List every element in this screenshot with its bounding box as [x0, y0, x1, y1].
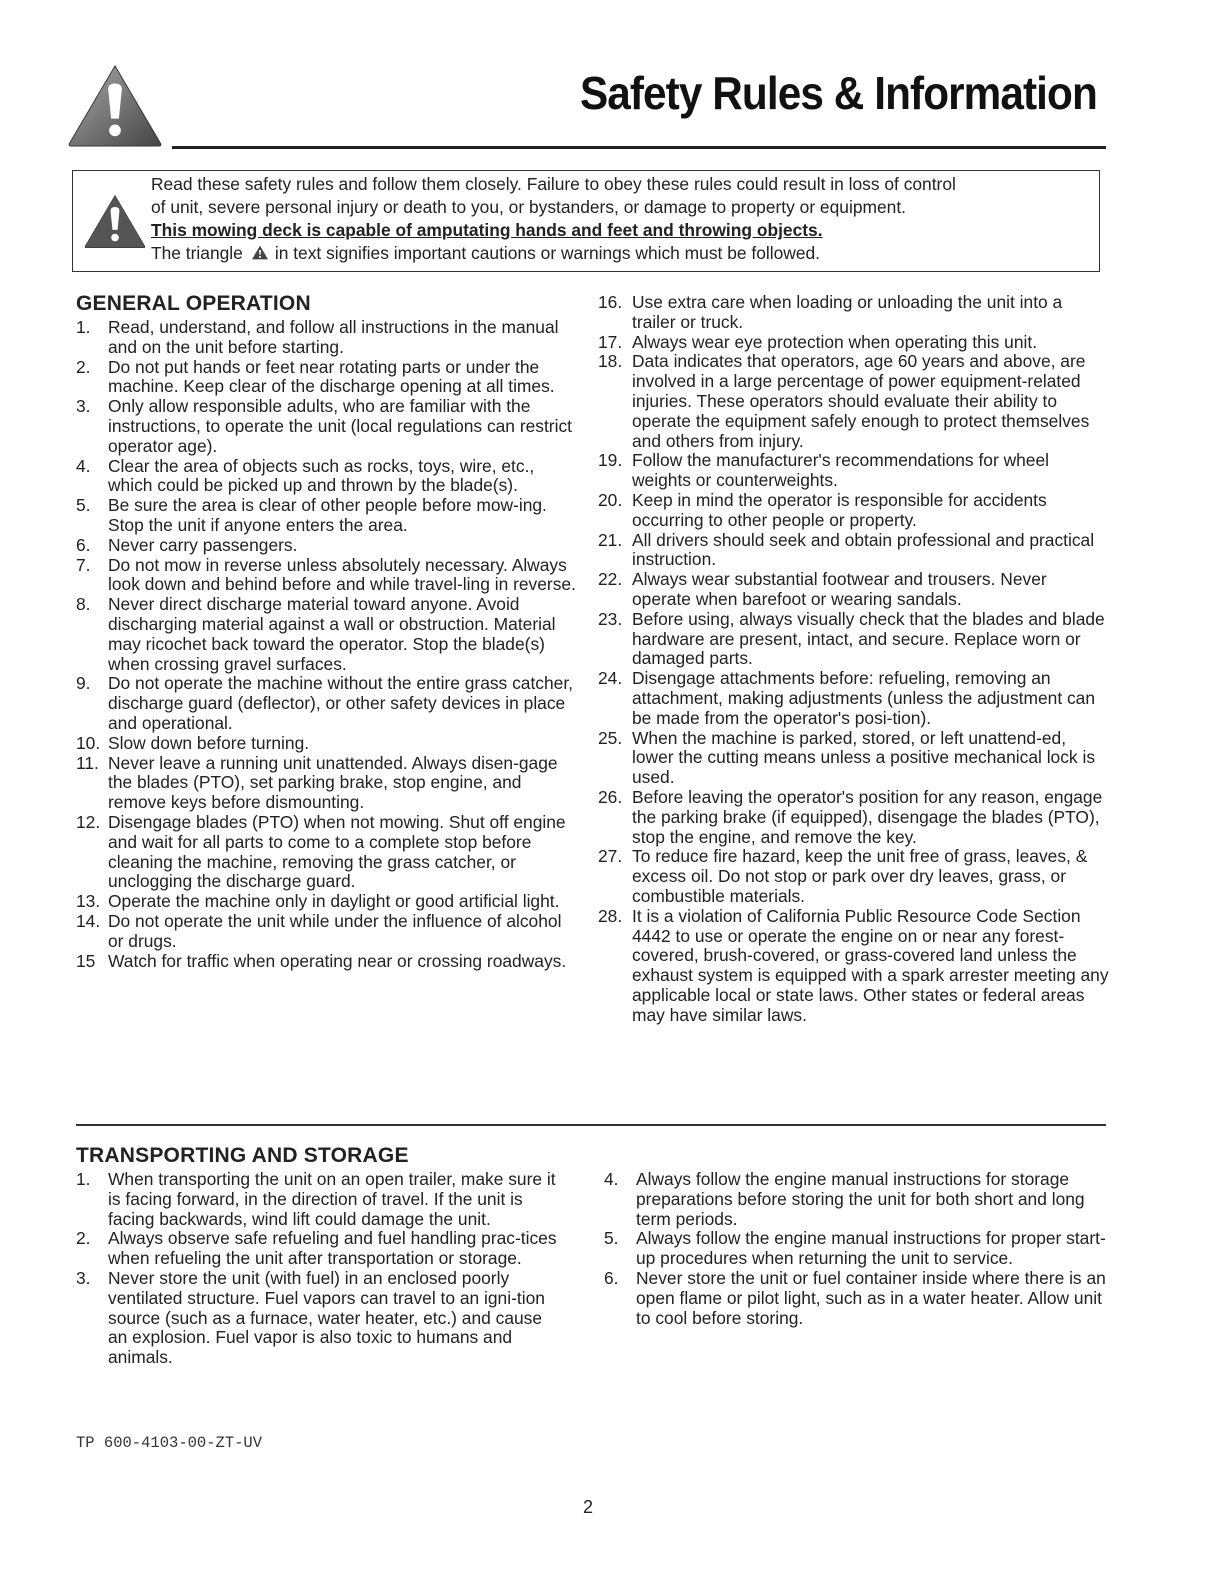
item-number: 19.	[598, 450, 623, 471]
item-number: 23.	[598, 608, 623, 629]
list-item	[598, 333, 1110, 353]
warning-triangle-icon	[251, 245, 269, 260]
page-title: Safety Rules & Information	[580, 67, 1097, 119]
list-item	[598, 847, 1110, 906]
item-text: Always follow the engine manual instructions for proper start-up procedures when returning the unit to service.	[636, 1228, 1106, 1269]
item-number: 18.	[598, 351, 623, 372]
list-item	[598, 451, 1110, 491]
item-number: 2.	[76, 1228, 91, 1249]
list-item	[76, 1229, 558, 1269]
item-number: 14.	[76, 910, 101, 931]
item-text: All drivers should seek and obtain professional and practical instruction.	[632, 529, 1095, 570]
item-text: Operate the machine only in daylight or good artificial light.	[108, 891, 560, 912]
item-text: Be sure the area is clear of other people before mow-ing. Stop the unit if anyone enters the area.	[108, 495, 547, 535]
item-text: Only allow responsible adults, who are familiar with the instructions, to operate the unit (local regulations can restrict operator age).	[108, 396, 572, 456]
item-number: 7.	[76, 554, 91, 575]
safety-warning-box	[72, 170, 1100, 272]
list-item	[604, 1269, 1108, 1328]
page-number: 2	[583, 1497, 594, 1517]
list-item	[598, 293, 1110, 333]
item-text: When the machine is parked, stored, or left unattend-ed, lower the cutting means unless a positive mechanical lock is used.	[632, 727, 1096, 788]
list-item	[598, 570, 1110, 610]
item-number: 16.	[598, 292, 623, 312]
item-number: 9.	[76, 673, 91, 694]
item-number: 21.	[598, 529, 623, 550]
item-text: Always wear eye protection when operating this unit.	[632, 331, 1038, 352]
item-text: Always wear substantial footwear and trousers. Never operate when barefoot or wearing sandals.	[632, 569, 1047, 609]
list-item	[76, 318, 576, 358]
item-text: Data indicates that operators, age 60 years and above, are involved in a large percentage of power equipment-related injuries. These operators should evaluate their ability to operate the equipment safely enough to protect themselves and others from injury.	[632, 351, 1090, 451]
item-number: 22.	[598, 569, 623, 590]
list-item	[598, 610, 1110, 669]
item-text: Never carry passengers.	[108, 534, 298, 555]
item-number: 10.	[76, 732, 101, 753]
item-text: When transporting the unit on an open trailer, make sure it is facing forward, in the direction of travel. If the unit is facing backwards, wind lift could damage the unit.	[108, 1169, 556, 1229]
list-item	[76, 358, 576, 398]
item-number: 26.	[598, 786, 623, 807]
item-number: 6.	[76, 534, 91, 555]
list-item	[76, 1269, 558, 1368]
item-number: 11.	[76, 752, 99, 773]
item-text: Never store the unit or fuel container inside where there is an open flame or pilot light, such as in a water heater. Allow unit to cool before storing.	[636, 1267, 1106, 1328]
item-text: Do not mow in reverse unless absolutely necessary. Always look down and behind before and while travel-ling in reverse.	[108, 554, 576, 595]
item-text: Do not put hands or feet near rotating parts or under the machine. Keep clear of the discharge opening at all times.	[108, 356, 555, 397]
item-text: Use extra care when loading or unloading the unit into a trailer or truck.	[632, 292, 1063, 332]
list-item	[76, 734, 576, 754]
list-item	[598, 729, 1110, 788]
item-text: Before using, always visually check that the blades and blade hardware are present, intact, and secure. Replace worn or damaged parts.	[632, 608, 1105, 669]
item-number: 1.	[76, 1169, 91, 1189]
item-text: Clear the area of objects such as rocks, toys, wire, etc., which could be picked up and thrown by the blade(s).	[108, 455, 535, 496]
item-number: 5.	[76, 495, 91, 516]
item-number: 28.	[598, 905, 623, 926]
item-text: Slow down before turning.	[108, 732, 310, 753]
item-text: Disengage attachments before: refueling, removing an attachment, making adjustments (unless the adjustment can be made from the operator's posi-tion).	[632, 668, 1096, 728]
item-number: 13.	[76, 891, 101, 912]
item-text: Always follow the engine manual instructions for storage preparations before storing the unit for both short and long term periods.	[636, 1169, 1085, 1229]
general-operation-list-right	[598, 293, 1110, 1025]
warning-triangle-icon	[83, 193, 147, 249]
item-number: 8.	[76, 594, 91, 615]
item-number: 15	[76, 950, 96, 971]
item-number: 3.	[76, 1267, 91, 1288]
item-number: 5.	[604, 1228, 619, 1249]
list-item	[76, 952, 576, 972]
warning-line: Read these safety rules and follow them closely. Failure to obey these rules could result in loss of control	[151, 174, 956, 194]
list-item	[598, 531, 1110, 571]
item-number: 17.	[598, 331, 623, 352]
list-item	[598, 491, 1110, 531]
item-text: To reduce fire hazard, keep the unit free of grass, leaves, & excess oil. Do not stop or park over dry leaves, grass, or combustible materials.	[632, 846, 1088, 906]
list-item	[598, 352, 1110, 451]
item-number: 3.	[76, 396, 91, 417]
item-number: 24.	[598, 668, 623, 689]
section-heading-transporting-storage: TRANSPORTING AND STORAGE	[76, 1144, 409, 1167]
item-number: 12.	[76, 811, 101, 832]
list-item	[76, 397, 576, 456]
amputation-warning: This mowing deck is capable of amputating hands and feet and throwing objects.	[151, 220, 823, 240]
item-text: Always observe safe refueling and fuel handling prac-tices when refueling the unit after transportation or storage.	[108, 1228, 557, 1269]
list-item	[604, 1229, 1108, 1269]
list-item	[604, 1170, 1108, 1229]
item-text: It is a violation of California Public Resource Code Section 4442 to use or operate the engine on or near any forest-covered, brush-covered, or grass-covered land unless the exhaust system is equipped with a spark arrester meeting any applicable local or state laws. Other states or federal areas may have similar laws.	[632, 905, 1109, 1025]
general-operation-list-left	[76, 318, 576, 971]
list-item	[76, 1170, 558, 1229]
item-text: Follow the manufacturer's recommendations for wheel weights or counterweights.	[632, 450, 1050, 491]
item-text: Never direct discharge material toward anyone. Avoid discharging material against a wall or obstruction. Material may ricochet back toward the operator. Stop the blade(s) when crossing gravel surfaces.	[108, 594, 556, 674]
document-code: TP 600-4103-00-ZT-UV	[76, 1434, 263, 1452]
item-number: 2.	[76, 356, 91, 377]
item-text: Watch for traffic when operating near or crossing roadways.	[108, 950, 567, 971]
item-text: Never store the unit (with fuel) in an enclosed poorly ventilated structure. Fuel vapors can travel to an igni-tion source (such as a furnace, water heater, etc.) and cause an explosion. Fuel vapor is also toxic to humans and animals.	[108, 1267, 545, 1368]
list-item	[598, 669, 1110, 728]
list-item	[76, 912, 576, 952]
warning-line: of unit, severe personal injury or death to you, or bystanders, or damage to property or equipment.	[151, 197, 906, 217]
list-item	[76, 457, 576, 497]
list-item	[76, 536, 576, 556]
section-heading-general-operation: GENERAL OPERATION	[76, 292, 311, 315]
item-number: 20.	[598, 489, 623, 510]
item-text: Do not operate the unit while under the influence of alcohol or drugs.	[108, 910, 562, 951]
list-item	[76, 813, 576, 892]
item-number: 27.	[598, 846, 623, 867]
triangle-legend	[151, 242, 1091, 265]
triangle-legend-suffix: in text signifies important cautions or warnings which must be followed.	[274, 243, 821, 263]
list-item	[76, 674, 576, 733]
item-text: Do not operate the machine without the entire grass catcher, discharge guard (deflector), or other safety devices in place and operational.	[108, 673, 573, 733]
item-number: 4.	[76, 455, 91, 476]
list-item	[76, 496, 576, 536]
list-item	[76, 595, 576, 674]
item-text: Keep in mind the operator is responsible for accidents occurring to other people or property.	[632, 489, 1047, 530]
item-number: 4.	[604, 1169, 619, 1189]
title-divider	[172, 146, 1106, 149]
list-item	[76, 892, 576, 912]
transport-storage-list-right	[604, 1170, 1108, 1328]
warning-triangle-icon	[66, 62, 164, 148]
item-text: Never leave a running unit unattended. Always disen-gage the blades (PTO), set parking brake, stop engine, and remove keys before dismounting.	[108, 752, 558, 813]
item-text: Before leaving the operator's position for any reason, engage the parking brake (if equipped), disengage the blades (PTO), stop the engine, and remove the key.	[632, 786, 1103, 847]
triangle-legend-prefix: The triangle	[151, 243, 243, 263]
section-divider	[76, 1124, 1106, 1126]
warning-text	[151, 173, 1091, 265]
list-item	[76, 556, 576, 596]
item-number: 1.	[76, 317, 91, 337]
item-text: Disengage blades (PTO) when not mowing. Shut off engine and wait for all parts to come to a complete stop before cleaning the machine, removing the grass catcher, or unclogging the discharge guard.	[108, 811, 566, 892]
item-text: Read, understand, and follow all instructions in the manual and on the unit before starting.	[108, 317, 559, 357]
list-item	[598, 788, 1110, 847]
item-number: 6.	[604, 1267, 619, 1288]
transport-storage-list-left	[76, 1170, 558, 1368]
item-number: 25.	[598, 727, 623, 748]
list-item	[76, 754, 576, 813]
list-item	[598, 907, 1110, 1026]
